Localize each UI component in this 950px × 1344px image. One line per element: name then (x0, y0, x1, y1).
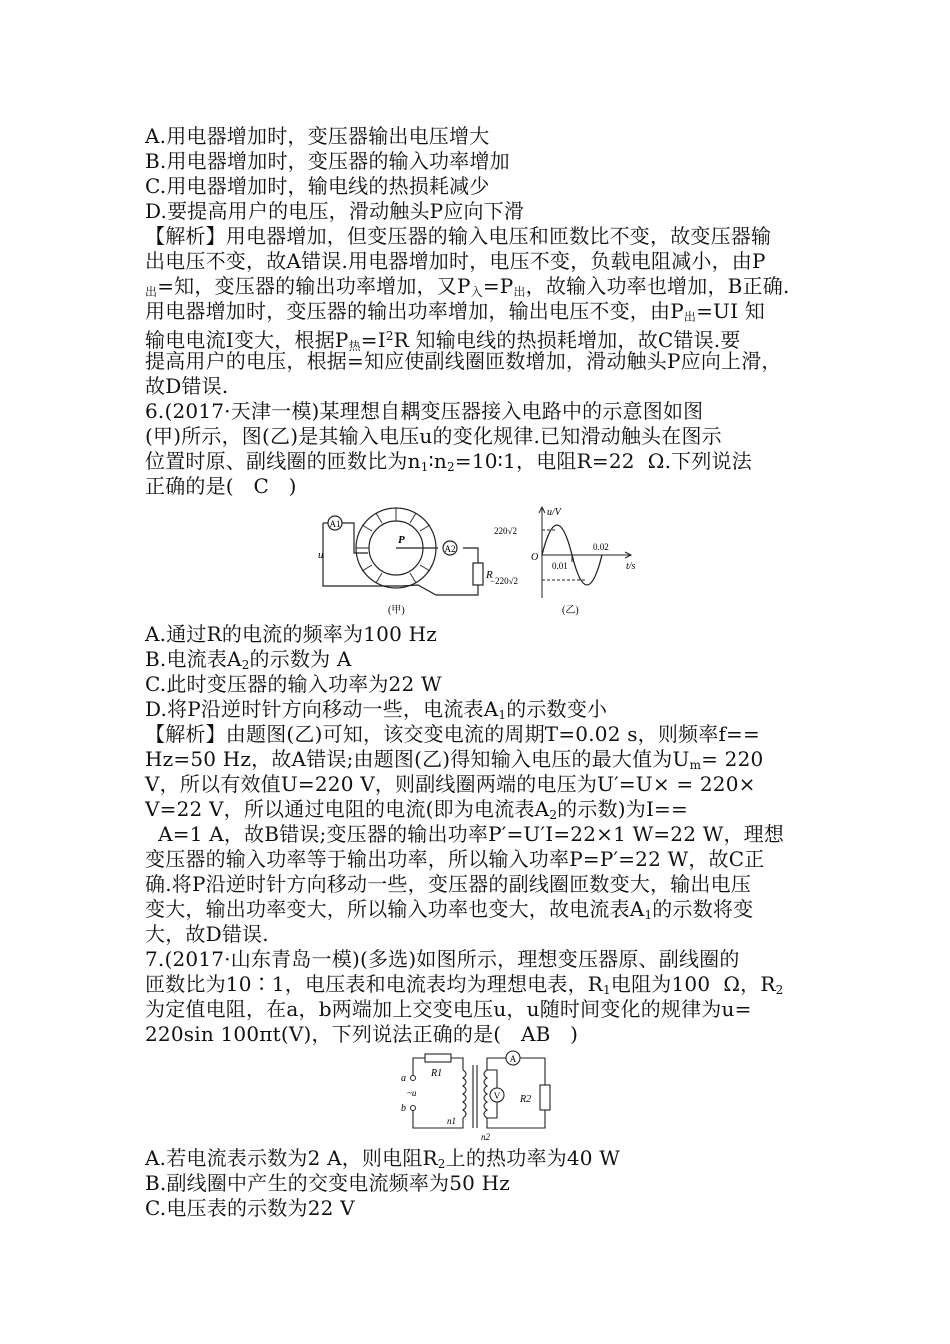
origin-label: O (531, 552, 539, 563)
q7-stem-line: 匝数比为10∶1，电压表和电流表均为理想电表，$R_1$电阻为100 Ω，$R_2$ (145, 972, 784, 997)
terminal-b-label: b (401, 1103, 406, 1114)
coil-n1-label: n1 (447, 1116, 456, 1126)
q7-stem-line: 为定值电阻，在a，b两端加上交变电压u，u随时间变化的规律为u= (145, 997, 752, 1021)
q5-analysis-line: $_出$=知，变压器的输出功率增加，又$P_入=P_出$，故输入功率也增加，B正确. (145, 274, 790, 299)
q6-analysis-line: V=22 V，所以通过电阻的电流(即为电流表$A_2$的示数)为I== (145, 797, 688, 822)
vmin-label: −220√2 (490, 576, 519, 586)
q6-figure-voltage-graph (490, 503, 650, 618)
q6-analysis-line: 变压器的输入功率等于输出功率，所以输入功率P=P′=22 W，故C正 (145, 847, 765, 871)
q5-option-c: C.用电器增加时，输电线的热损耗减少 (145, 174, 490, 198)
resistor-r2-label: R2 (520, 1094, 532, 1105)
coil-n2-label: n2 (481, 1132, 490, 1142)
voltmeter-label: V (493, 1091, 501, 1101)
q6-analysis-line: 【解析】由题图(乙)可知，该交变电流的周期T=0.02 s，则频率f== (145, 722, 760, 746)
q6-analysis-line: 确.将P沿逆时针方向移动一些，变压器的副线圈匝数变大，输出电压 (145, 872, 752, 896)
terminal-a-label: a (401, 1073, 406, 1084)
ammeter-a2-label: A2 (444, 544, 456, 554)
axis-x-label: t/s (626, 561, 636, 572)
q6-analysis-line: 变大，输出功率变大，所以输入功率也变大，故电流表$A_1$的示数将变 (145, 897, 754, 922)
q6-stem-line: 6.(2017·天津一模)某理想自耦变压器接入电路中的示意图如图 (145, 399, 704, 423)
q5-option-b: B.用电器增加时，变压器的输入功率增加 (145, 149, 510, 173)
q6-option-c: C.此时变压器的输入功率为22 W (145, 672, 442, 696)
ammeter-a1-label: A1 (329, 519, 341, 529)
slider-p-label: P (398, 534, 405, 546)
tick-002-label: 0.02 (593, 542, 609, 552)
q6-option-b: B.电流表$A_2$的示数为 A (145, 647, 352, 672)
q7-option-b: B.副线圈中产生的交变电流频率为50 Hz (145, 1171, 511, 1195)
figure-yi-caption: (乙) (562, 605, 579, 616)
voltage-u-label: u (318, 549, 324, 561)
q6-option-d: D.将P沿逆时针方向移动一些，电流表$A_1$的示数变小 (145, 697, 608, 722)
q5-analysis-line: 输电电流I变大，根据$P_热=I^2R$ 知输电线的热损耗增加，故C错误.要 (145, 328, 741, 353)
q6-analysis-line: 大，故D错误. (145, 922, 269, 946)
q5-analysis-line: 【解析】用电器增加，但变压器的输入电压和匝数比不变，故变压器输 (145, 224, 772, 248)
resistor-r1-label: R1 (431, 1068, 443, 1079)
vmax-label: 220√2 (494, 526, 517, 536)
resistor-r-label: R (486, 569, 493, 581)
q5-analysis-line: 故D错误. (145, 374, 229, 398)
q6-stem-line: (甲)所示，图(乙)是其输入电压u的变化规律.已知滑动触头在图示 (145, 424, 722, 448)
q5-option-a: A.用电器增加时，变压器输出电压增大 (145, 124, 490, 148)
q6-stem-line: 位置时原、副线圈的匝数比为$n_1∶n_2=10∶1$，电阻R=22 Ω.下列说法 (145, 449, 752, 474)
q7-stem-line: 7.(2017·山东青岛一模)(多选)如图所示，理想变压器原、副线圈的 (145, 947, 740, 971)
q6-figure-transformer (318, 503, 498, 618)
q5-analysis-line: 提高用户的电压，根据=知应使副线圈匝数增加，滑动触头P应向上滑， (145, 349, 782, 373)
figure-jia-caption: (甲) (388, 605, 405, 616)
q5-analysis-line: 用电器增加时，变压器的输出功率增加，输出电压不变，由$P_出=UI$ 知 (145, 299, 765, 324)
q7-option-a: A.若电流表示数为2 A，则电阻$R_2$上的热功率为40 W (145, 1146, 621, 1171)
axis-y-label: u/V (547, 507, 561, 518)
q7-stem-line: 220sin 100πt(V)，下列说法正确的是( AB ) (145, 1022, 579, 1046)
q6-option-a: A.通过R的电流的频率为100 Hz (145, 622, 437, 646)
q5-option-d: D.要提高用户的电压，滑动触头P应向下滑 (145, 199, 525, 223)
ammeter-label: A (509, 1054, 517, 1064)
tick-001-label: 0.01 (552, 561, 568, 571)
q6-stem-line: 正确的是( C ) (145, 474, 297, 498)
q6-analysis-line: A=1 A，故B错误;变压器的输出功率P′=U′I=22×1 W=22 W，理想 (145, 822, 785, 846)
q7-figure-circuit (395, 1050, 560, 1142)
source-u-label: ~u (407, 1088, 417, 1098)
q6-analysis-line: Hz=50 Hz，故A错误;由题图(乙)得知输入电压的最大值为$U_m= 220$ (145, 747, 764, 772)
q6-analysis-line: V，所以有效值U=220 V，则副线圈两端的电压为U′=U× = 220× (145, 772, 756, 796)
q5-analysis-line: 出电压不变，故A错误.用电器增加时，电压不变，负载电阻减小，由P (145, 249, 766, 273)
q7-option-c: C.电压表的示数为22 V (145, 1196, 355, 1220)
